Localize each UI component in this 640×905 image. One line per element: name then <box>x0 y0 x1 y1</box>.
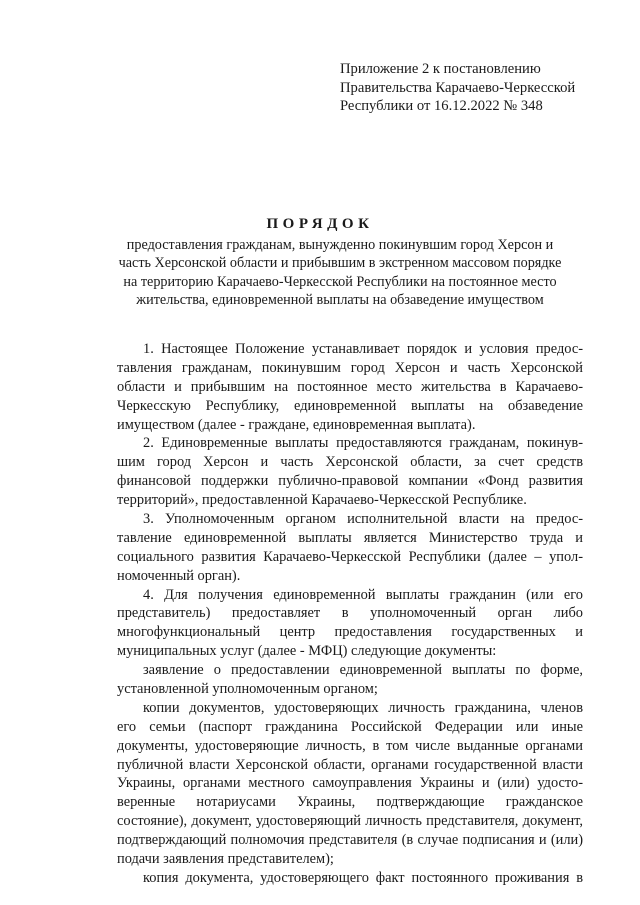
paragraph-line: веренные нотариусами Украины, подтверждающие гражданское <box>117 794 583 811</box>
paragraph-line: социального развития Карачаево-Черкесской Республики (далее – упол- <box>117 548 583 565</box>
paragraph-line: копии документов, удостоверяющих личность гражданина, членов <box>143 699 583 716</box>
paragraph-line: номоченный орган). <box>117 567 241 584</box>
paragraph-line: копия документа, удостоверяющего факт постоянного проживания в <box>143 869 583 886</box>
paragraph-line: заявление о предоставлении единовременной выплаты по форме, <box>143 662 583 679</box>
paragraph <box>117 510 583 586</box>
paragraph-line: его семьи (паспорт гражданина Российской Федерации или иные <box>117 718 583 735</box>
paragraph <box>117 434 583 510</box>
paragraph-line: 2. Единовременные выплаты предоставляются гражданам, покинув- <box>143 435 583 452</box>
subtitle-line: часть Херсонской области и прибывшим в экстренном массовом порядке <box>118 255 562 272</box>
subtitle-line: жительства, единовременной выплаты на обзаведение имуществом <box>136 292 544 309</box>
paragraph <box>117 869 583 888</box>
paragraph-line: публичной власти Херсонской области, органами государственной власти <box>117 756 583 773</box>
paragraph-line: установленной уполномоченным органом; <box>117 681 378 698</box>
subtitle-line: предоставления гражданам, вынужденно покинувшим город Херсон и <box>126 237 554 253</box>
paragraph-line: подтверждающий полномочия представителя (в случае подписания и (или) <box>117 832 583 849</box>
appendix-header <box>340 60 620 116</box>
paragraph-line: Черкесскую Республику, единовременной выплаты на обзаведение <box>117 397 583 414</box>
subtitle-line: на территорию Карачаево-Черкесской Республики на постоянное место <box>123 273 557 290</box>
appendix-line-1: Приложение 2 к постановлению <box>340 61 541 77</box>
paragraph-line: имуществом (далее - граждане, единовременная выплата). <box>117 416 476 433</box>
paragraph-line: Украины, органами местного самоуправления Украины и (или) удосто- <box>117 775 583 792</box>
paragraph-line: 3. Уполномоченным органом исполнительной власти на предос- <box>143 511 583 528</box>
paragraph-line: документы, удостоверяющие личность, в том числе выданные органами <box>117 737 583 754</box>
paragraph-line: финансовой поддержки публично-правовой компании «Фонд развития <box>117 473 583 490</box>
appendix-line-2: Правительства Карачаево-Черкесской <box>340 79 576 96</box>
paragraph-line: 4. Для получения единовременной выплаты гражданин (или его <box>143 586 583 603</box>
paragraph-line: тавление единовременной выплаты является Министерство труда и <box>117 529 583 546</box>
paragraph <box>117 340 583 434</box>
paragraph-line: состояние), документ, удостоверяющий личность представителя, документ, <box>117 813 583 830</box>
paragraph <box>117 586 583 662</box>
document-subtitle <box>95 236 585 310</box>
paragraph <box>117 661 583 699</box>
paragraph-line: тавления гражданам, покинувшим город Херсон и часть Херсонской <box>117 359 583 376</box>
paragraph-line: 1. Настоящее Положение устанавливает порядок и условия предос- <box>143 341 583 357</box>
paragraph <box>117 699 583 869</box>
paragraph-line: представитель) предоставляет в уполномоченный орган либо <box>117 605 583 622</box>
document-title: ПОРЯДОК <box>266 216 374 232</box>
document-body <box>117 340 583 888</box>
paragraph-line: шим город Херсон и часть Херсонской области, за счет средств <box>117 454 583 471</box>
paragraph-line: многофункциональный центр предоставления государственных и <box>117 624 583 641</box>
paragraph-line: муниципальных услуг (далее - МФЦ) следующие документы: <box>117 643 497 660</box>
paragraph-line: области и прибывшим на постоянное место жительства в Карачаево- <box>117 378 583 395</box>
paragraph-line: подачи заявления представителем); <box>117 851 334 868</box>
appendix-line-3: Республики от 16.12.2022 № 348 <box>340 98 543 115</box>
paragraph-line: территорий», предоставленной Карачаево-Черкесской Республике. <box>117 492 527 509</box>
